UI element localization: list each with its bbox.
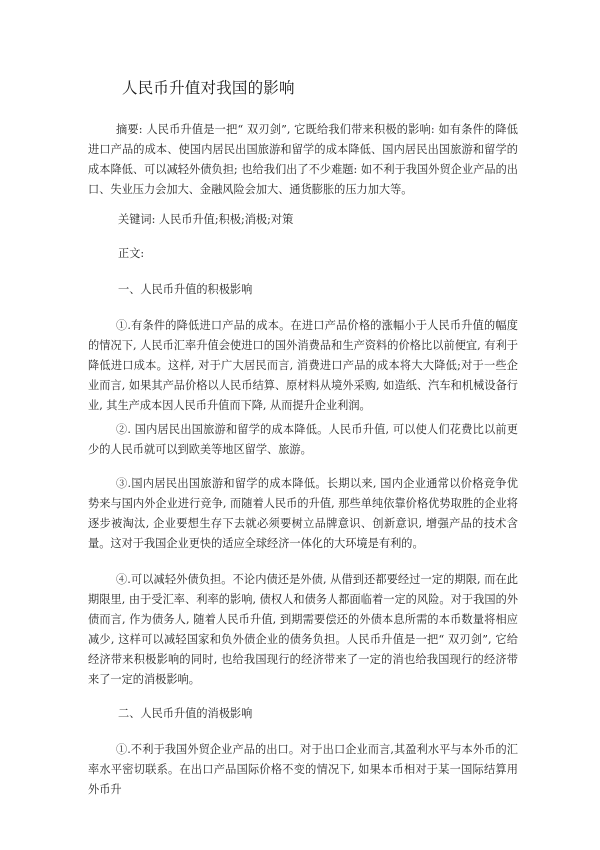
paragraph-export: ①.不利于我国外贸企业产品的出口。对于出口企业而言,其盈利水平与本外币的汇率水平密切联系。在出口产品国际价格不变的情况下, 如果本币相对于某一国际结算用外币升 (88, 743, 518, 796)
section-heading-negative: 二、人民币升值的消极影响 (118, 707, 253, 720)
paragraph-foreign-debt: ④.可以减轻外债负担。不论内债还是外债, 从借到还都要经过一定的期限, 而在此期限里, 由于受汇率、利率的影响, 债权人和债务人都面临着一定的风险。对于我国的外债而言, 作为债务人, 随着人民币升值, 到期需要偿还的外债本息所需的本币数量将相应减少, 这样可以减轻国家和负外债企业的债务负担。人民币升值是一把“ 双刃剑”, 它给经济带来积极影响的同时, 也给我国现行的经济带来了一定的消也给我国现行的经济带来了一定的消极影响。 (88, 573, 518, 686)
paragraph-study-travel: ②. 国内居民出国旅游和留学的成本降低。人民币升值, 可以使人们花费比以前更少的人民币就可以到欧美等地区留学、旅游。 (88, 423, 518, 456)
paragraph-competition: ③.国内居民出国旅游和留学的成本降低。长期以来, 国内企业通常以价格竞争优势来与国内外企业进行竞争, 而随着人民币的升值, 那些单纯依靠价格优势取胜的企业将逐步被淘汰, 企业要想生存下去就必须要树立品牌意识、创新意识, 增强产品的技术含量。这对于我国企业更快的适应全球经济一体化的大环境是有利的。 (88, 477, 518, 550)
keywords-line: 关键词: 人民币升值;积极;消极;对策 (118, 213, 294, 226)
paragraph-import-cost: ①.有条件的降低进口产品的成本。在进口产品价格的涨幅小于人民币升值的幅度的情况下, 人民币汇率升值会使进口的国外消费品和生产资料的价格比以前便宜, 有利于降低进口成本。这样, 对于广大居民而言, 消费进口产品的成本将大大降低;对于一些企业而言, 如果其产品价格以人民币结算、原材料从境外采购, 如造纸、汽车和机械设备行业, 其生产成本因人民币升值而下降, 从而提升企业利润。 (88, 319, 518, 412)
document-title: 人民币升值对我国的影响 (122, 79, 295, 97)
body-label: 正文: (118, 247, 145, 260)
section-heading-positive: 一、人民币升值的积极影响 (118, 283, 253, 296)
abstract-paragraph: 摘要: 人民币升值是一把“ 双刃剑”, 它既给我们带来积极的影响: 如有条件的降低进口产品的成本、使国内居民出国旅游和留学的成本降低、国内居民出国旅游和留学的成本降低、可以减轻外债负担; 也给我们出了不少难题: 如不利于我国外贸企业产品的出口、失业压力会加大、金融风险会加大、通货膨胀的压力加大等。 (88, 123, 518, 196)
